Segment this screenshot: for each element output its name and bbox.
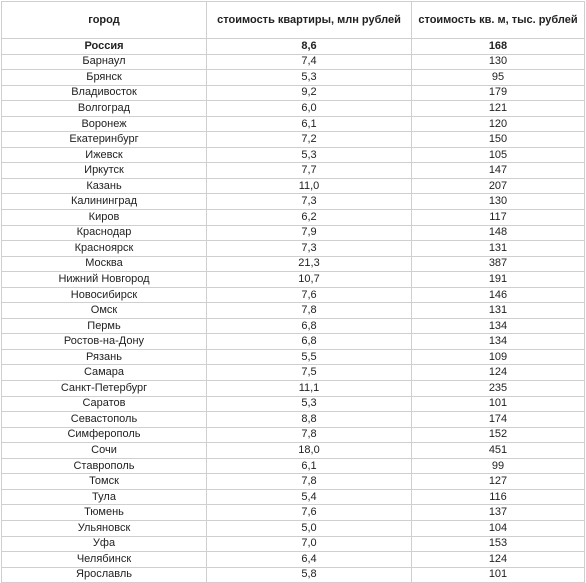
city-cell: Киров	[2, 210, 207, 226]
apartment-price-cell: 7,4	[207, 54, 412, 70]
table-row	[2, 54, 585, 70]
sqm-price-cell: 153	[412, 536, 585, 552]
sqm-price-cell: 104	[412, 520, 585, 536]
table-row	[2, 85, 585, 101]
table-row	[2, 412, 585, 428]
table-row	[2, 520, 585, 536]
city-cell: Челябинск	[2, 552, 207, 568]
city-cell: Самара	[2, 365, 207, 381]
header-city: город	[2, 2, 207, 39]
table-row	[2, 210, 585, 226]
apartment-price-cell: 5,3	[207, 147, 412, 163]
city-cell: Омск	[2, 303, 207, 319]
apartment-price-cell: 10,7	[207, 272, 412, 288]
table-row	[2, 39, 585, 55]
sqm-price-cell: 150	[412, 132, 585, 148]
sqm-price-cell: 131	[412, 303, 585, 319]
table-row	[2, 272, 585, 288]
sqm-price-cell: 451	[412, 443, 585, 459]
apartment-price-cell: 5,3	[207, 396, 412, 412]
table-row	[2, 256, 585, 272]
table-row	[2, 116, 585, 132]
city-cell: Уфа	[2, 536, 207, 552]
city-cell: Ставрополь	[2, 458, 207, 474]
sqm-price-cell: 174	[412, 412, 585, 428]
header-apartment-price: стоимость квартиры, млн рублей	[207, 2, 412, 39]
city-cell: Владивосток	[2, 85, 207, 101]
table-row	[2, 178, 585, 194]
apartment-price-cell: 5,0	[207, 520, 412, 536]
city-cell: Иркутск	[2, 163, 207, 179]
sqm-price-cell: 152	[412, 427, 585, 443]
city-cell: Калининград	[2, 194, 207, 210]
apartment-price-cell: 5,5	[207, 349, 412, 365]
sqm-price-cell: 127	[412, 474, 585, 490]
sqm-price-cell: 101	[412, 567, 585, 583]
table-row	[2, 552, 585, 568]
apartment-price-cell: 7,8	[207, 474, 412, 490]
apartment-price-cell: 7,3	[207, 241, 412, 257]
city-cell: Воронеж	[2, 116, 207, 132]
header-sqm-price: стоимость кв. м, тыс. рублей	[412, 2, 585, 39]
table-row	[2, 474, 585, 490]
price-table-container	[1, 1, 585, 583]
city-cell: Рязань	[2, 349, 207, 365]
table-header-row	[2, 2, 585, 39]
sqm-price-cell: 121	[412, 101, 585, 117]
sqm-price-cell: 134	[412, 334, 585, 350]
sqm-price-cell: 191	[412, 272, 585, 288]
sqm-price-cell: 117	[412, 210, 585, 226]
table-row	[2, 505, 585, 521]
apartment-price-cell: 7,5	[207, 365, 412, 381]
apartment-price-cell: 11,1	[207, 381, 412, 397]
city-cell: Санкт-Петербург	[2, 381, 207, 397]
sqm-price-cell: 120	[412, 116, 585, 132]
sqm-price-cell: 130	[412, 54, 585, 70]
apartment-price-cell: 7,9	[207, 225, 412, 241]
sqm-price-cell: 147	[412, 163, 585, 179]
table-row	[2, 147, 585, 163]
sqm-price-cell: 146	[412, 287, 585, 303]
apartment-price-cell: 5,3	[207, 70, 412, 86]
table-row	[2, 241, 585, 257]
apartment-price-cell: 9,2	[207, 85, 412, 101]
table-row	[2, 381, 585, 397]
city-cell: Саратов	[2, 396, 207, 412]
apartment-price-cell: 7,0	[207, 536, 412, 552]
city-cell: Барнаул	[2, 54, 207, 70]
apartment-price-cell: 7,6	[207, 505, 412, 521]
city-cell: Ижевск	[2, 147, 207, 163]
city-cell: Россия	[2, 39, 207, 55]
table-row	[2, 365, 585, 381]
city-cell: Волгоград	[2, 101, 207, 117]
table-body	[2, 39, 585, 583]
apartment-price-cell: 8,8	[207, 412, 412, 428]
table-row	[2, 287, 585, 303]
sqm-price-cell: 105	[412, 147, 585, 163]
city-cell: Тула	[2, 489, 207, 505]
table-row	[2, 303, 585, 319]
apartment-price-cell: 6,1	[207, 458, 412, 474]
city-cell: Казань	[2, 178, 207, 194]
sqm-price-cell: 131	[412, 241, 585, 257]
apartment-price-cell: 8,6	[207, 39, 412, 55]
city-cell: Пермь	[2, 318, 207, 334]
city-cell: Красноярск	[2, 241, 207, 257]
table-row	[2, 427, 585, 443]
apartment-price-cell: 6,8	[207, 334, 412, 350]
sqm-price-cell: 134	[412, 318, 585, 334]
city-cell: Ростов-на-Дону	[2, 334, 207, 350]
sqm-price-cell: 148	[412, 225, 585, 241]
city-cell: Тюмень	[2, 505, 207, 521]
apartment-price-cell: 6,0	[207, 101, 412, 117]
sqm-price-cell: 124	[412, 365, 585, 381]
apartment-price-cell: 7,7	[207, 163, 412, 179]
table-row	[2, 443, 585, 459]
table-row	[2, 132, 585, 148]
table-row	[2, 489, 585, 505]
city-cell: Севастополь	[2, 412, 207, 428]
city-cell: Сочи	[2, 443, 207, 459]
apartment-price-cell: 18,0	[207, 443, 412, 459]
sqm-price-cell: 137	[412, 505, 585, 521]
sqm-price-cell: 99	[412, 458, 585, 474]
apartment-price-cell: 7,2	[207, 132, 412, 148]
table-row	[2, 396, 585, 412]
table-row	[2, 101, 585, 117]
sqm-price-cell: 207	[412, 178, 585, 194]
table-row	[2, 567, 585, 583]
apartment-price-cell: 6,8	[207, 318, 412, 334]
apartment-price-cell: 5,8	[207, 567, 412, 583]
sqm-price-cell: 109	[412, 349, 585, 365]
city-cell: Ульяновск	[2, 520, 207, 536]
table-row	[2, 334, 585, 350]
apartment-price-cell: 6,2	[207, 210, 412, 226]
sqm-price-cell: 235	[412, 381, 585, 397]
city-cell: Екатеринбург	[2, 132, 207, 148]
sqm-price-cell: 387	[412, 256, 585, 272]
price-table	[1, 1, 585, 583]
apartment-price-cell: 11,0	[207, 178, 412, 194]
table-row	[2, 536, 585, 552]
sqm-price-cell: 101	[412, 396, 585, 412]
sqm-price-cell: 168	[412, 39, 585, 55]
city-cell: Ярославль	[2, 567, 207, 583]
apartment-price-cell: 21,3	[207, 256, 412, 272]
city-cell: Симферополь	[2, 427, 207, 443]
table-row	[2, 458, 585, 474]
city-cell: Новосибирск	[2, 287, 207, 303]
sqm-price-cell: 124	[412, 552, 585, 568]
city-cell: Нижний Новгород	[2, 272, 207, 288]
apartment-price-cell: 6,1	[207, 116, 412, 132]
city-cell: Брянск	[2, 70, 207, 86]
apartment-price-cell: 6,4	[207, 552, 412, 568]
apartment-price-cell: 7,8	[207, 303, 412, 319]
table-row	[2, 194, 585, 210]
city-cell: Москва	[2, 256, 207, 272]
city-cell: Томск	[2, 474, 207, 490]
apartment-price-cell: 7,6	[207, 287, 412, 303]
sqm-price-cell: 179	[412, 85, 585, 101]
sqm-price-cell: 116	[412, 489, 585, 505]
apartment-price-cell: 7,8	[207, 427, 412, 443]
table-row	[2, 349, 585, 365]
apartment-price-cell: 5,4	[207, 489, 412, 505]
sqm-price-cell: 95	[412, 70, 585, 86]
table-row	[2, 70, 585, 86]
city-cell: Краснодар	[2, 225, 207, 241]
table-row	[2, 318, 585, 334]
table-row	[2, 163, 585, 179]
table-row	[2, 225, 585, 241]
sqm-price-cell: 130	[412, 194, 585, 210]
apartment-price-cell: 7,3	[207, 194, 412, 210]
